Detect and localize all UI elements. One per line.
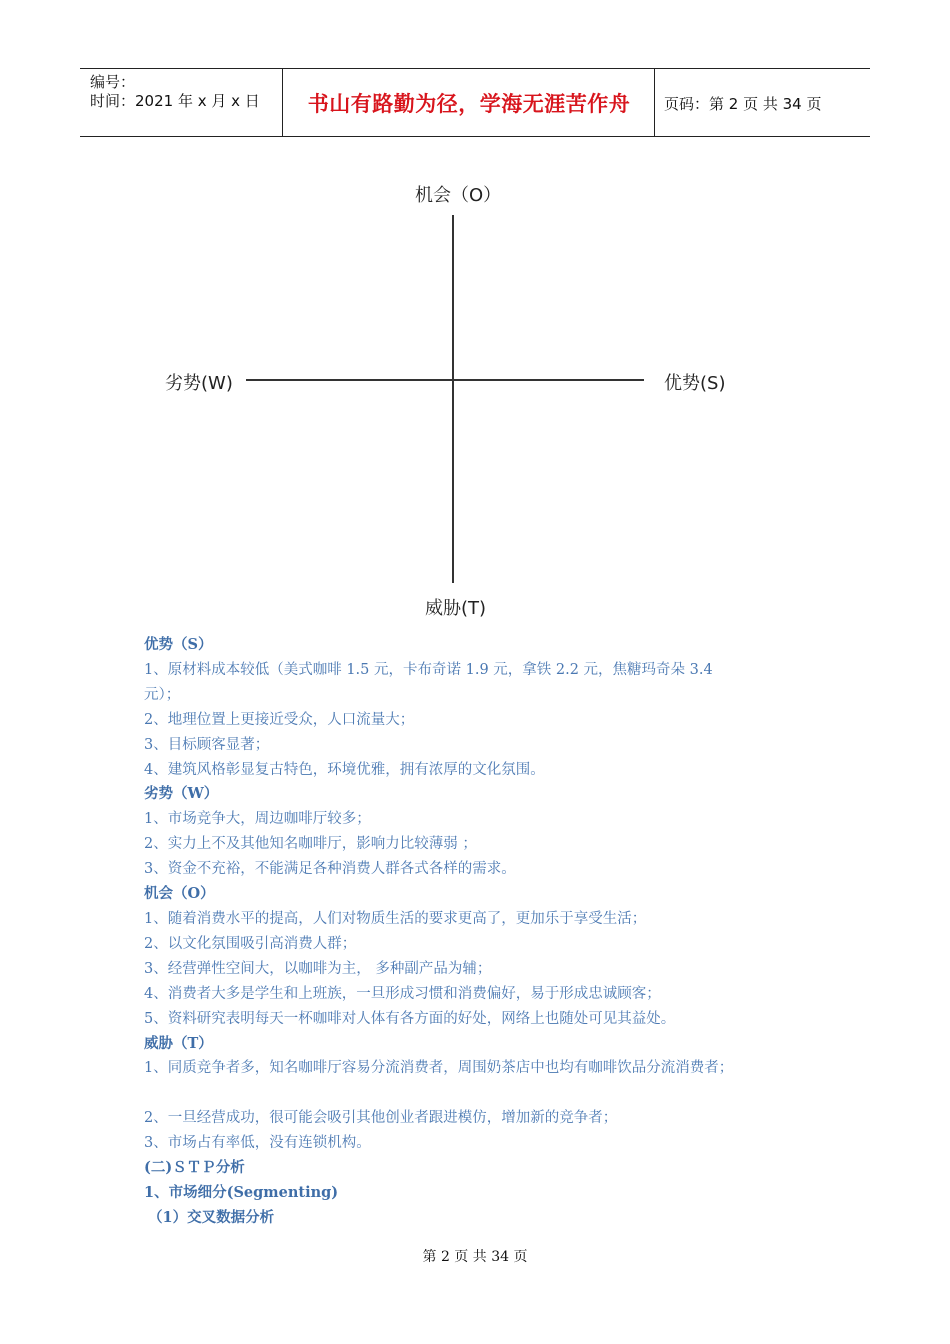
header-motto: 书山有路勤为径，学海无涯苦作舟 — [307, 91, 631, 116]
list-item: 5、资料研究表明每天一杯咖啡对人体有各方面的好处，网络上也随处可见其益处。 — [144, 1010, 676, 1027]
list-item: 3、资金不充裕，不能满足各种消费人群各式各样的需求。 — [144, 861, 516, 878]
section-heading-threats: 威胁（T） — [144, 1034, 213, 1052]
axis-label-threats: 威胁(T) — [425, 598, 487, 619]
section-heading-strengths: 优势（S） — [144, 636, 213, 653]
list-item: 3、目标顾客显著； — [144, 736, 270, 753]
section-heading-weaknesses: 劣势（W） — [144, 785, 219, 803]
subsection-heading-segmenting: 1、市场细分(Segmenting) — [144, 1183, 339, 1201]
header-meta — [90, 73, 260, 111]
section-heading-stp: (二)ＳＴＰ分析 — [144, 1159, 245, 1177]
subsection-heading-cross-data: （1）交叉数据分析 — [148, 1208, 275, 1226]
page-header — [80, 68, 870, 137]
swot-content — [144, 633, 824, 1231]
axis-label-strengths: 优势(S) — [664, 373, 726, 394]
page-footer: 第 2 页 共 34 页 — [422, 1249, 528, 1265]
list-item: 1、随着消费水平的提高，人们对物质生活的要求更高了，更加乐于享受生活； — [144, 910, 647, 927]
section-heading-opportunities: 机会（O） — [144, 885, 215, 903]
list-item: 1、同质竞争者多，知名咖啡厅容易分流消费者，周围奶茶店中也均有咖啡饮品分流消费者； — [144, 1060, 734, 1077]
list-item: 4、建筑风格彰显复古特色，环境优雅，拥有浓厚的文化氛围。 — [144, 761, 545, 778]
blank-line — [144, 1081, 824, 1106]
axis-label-weaknesses: 劣势(W) — [165, 373, 233, 394]
list-item: 2、以文化氛围吸引高消费人群； — [144, 935, 357, 952]
list-item: 1、原材料成本较低（美式咖啡 1.5 元，卡布奇诺 1.9 元，拿铁 2.2 元，焦糖玛奇朵 3.4 — [144, 661, 713, 678]
list-item: 3、市场占有率低，没有连锁机构。 — [144, 1135, 371, 1152]
list-item: 元）； — [144, 686, 181, 703]
header-page-info: 页码：第 2 页 共 34 页 — [664, 95, 822, 113]
header-number: 编号： — [90, 73, 136, 91]
horizontal-axis — [246, 379, 644, 381]
list-item: 3、经营弹性空间大，以咖啡为主， 多种副产品为辅； — [144, 960, 492, 977]
list-item: 2、一旦经营成功，很可能会吸引其他创业者跟进模仿，增加新的竞争者； — [144, 1110, 618, 1127]
axis-label-opportunities: 机会（O） — [415, 185, 502, 206]
list-item: 2、地理位置上更接近受众，人口流量大； — [144, 711, 415, 728]
list-item: 1、市场竞争大，周边咖啡厅较多； — [144, 811, 371, 828]
vertical-axis — [452, 215, 454, 583]
header-time: 时间：2021 年 x 月 x 日 — [90, 92, 260, 110]
list-item: 2、实力上不及其他知名咖啡厅，影响力比较薄弱 ； — [144, 836, 477, 853]
list-item: 4、消费者大多是学生和上班族，一旦形成习惯和消费偏好，易于形成忠诚顾客； — [144, 985, 661, 1002]
